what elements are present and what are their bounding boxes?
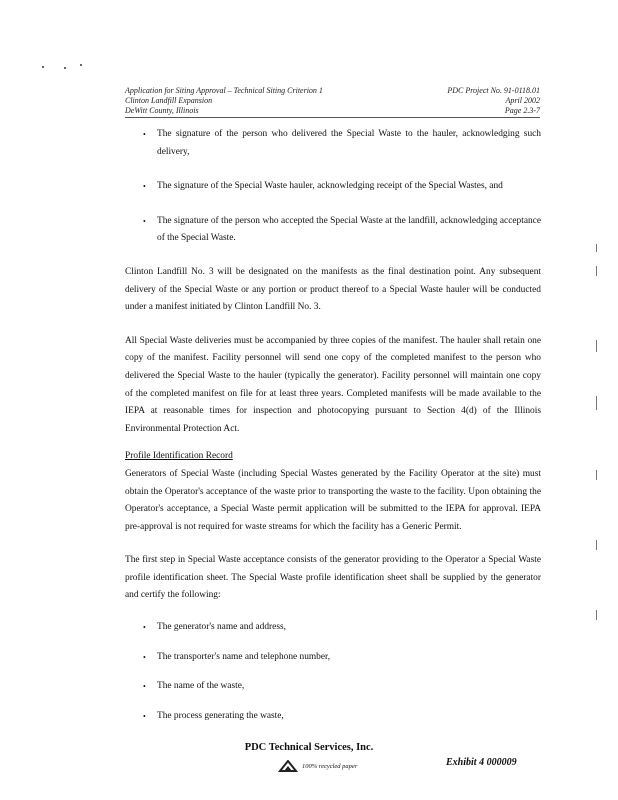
margin-mark [596, 340, 597, 352]
header-date: April 2002 [505, 96, 540, 105]
recycled-note [278, 760, 357, 772]
list-item [125, 708, 541, 726]
margin-mark [596, 244, 597, 252]
bullet-icon: • [143, 216, 146, 226]
recycle-icon [278, 760, 298, 772]
list-item [125, 213, 541, 248]
company-name: PDC Technical Services, Inc. [244, 742, 374, 753]
list-item [125, 126, 541, 161]
list-item-text: The process generating the waste, [157, 710, 284, 721]
list-item-text: The signature of the person who delivered the Special Waste to the hauler, acknowledging such delivery, [157, 129, 541, 157]
scan-speck [80, 64, 82, 66]
margin-mark [596, 610, 597, 620]
list-item-text: The transporter's name and telephone number, [157, 651, 331, 662]
header-right [447, 86, 540, 116]
header-rule [125, 117, 540, 118]
scan-speck [64, 67, 66, 69]
margin-mark [596, 266, 597, 276]
list-item-text: The name of the waste, [157, 681, 245, 692]
list-item-text: The signature of the Special Waste hauler, acknowledging receipt of the Special Wastes, and [157, 181, 503, 192]
header-page-number: Page 2.3-7 [504, 106, 540, 115]
header-application: Application for Siting Approval – Technical Siting Criterion 1 [125, 86, 323, 95]
bullet-icon: • [143, 682, 146, 692]
list-item [125, 649, 541, 667]
bullet-icon: • [143, 652, 146, 662]
list-item-text: The generator's name and address, [157, 622, 286, 633]
paragraph-generator-acceptance: Generators of Special Waste (including Special Wastes generated by the Facility Operator at the site) must obtain the Operator's acceptance of the waste prior to transporting the waste to the facility. Upon obtaining the Operator's acceptance, a Special Waste permit application will be submitted to the IEPA for approval. IEPA pre-approval is not required for waste streams for which the facility has a Generic Permit. [125, 468, 541, 532]
margin-mark [596, 540, 597, 550]
bullet-icon: • [143, 623, 146, 633]
margin-mark [596, 396, 597, 410]
list-item [125, 619, 541, 637]
paragraph-manifest-copies: All Special Waste deliveries must be accompanied by three copies of the manifest. The hauler shall retain one copy of the manifest. Facility personnel will send one copy of the completed manifest to the person who delivered the Special Waste to the hauler (typically the generator). Facility personnel will maintain one copy of the completed manifest on file for at least three years. Completed manifests will be made available to the IEPA at reasonable times for inspection and photocopying pursuant to Section 4(d) of the Illinois Environmental Protection Act. [125, 335, 541, 434]
exhibit-number: Exhibit 4 000009 [446, 757, 517, 768]
margin-mark [596, 470, 597, 480]
paragraph-profile-sheet: The first step in Special Waste acceptance consists of the generator providing to the Operator a Special Waste profile identification sheet. The Special Waste profile identification sheet shall be supplied by the generator and certify the following: [125, 555, 541, 601]
bullet-icon: • [143, 130, 146, 139]
header-left [125, 86, 323, 116]
list-item [125, 178, 541, 196]
header-county: DeWitt County, Illinois [125, 106, 199, 115]
recycled-text: 100% recycled paper [302, 762, 358, 770]
list-item-text: The signature of the person who accepted the Special Waste at the landfill, acknowledging acceptance of the Special Waste. [157, 215, 541, 244]
list-item [125, 678, 541, 696]
section-heading: Profile Identification Record [125, 451, 233, 462]
paragraph-destination: Clinton Landfill No. 3 will be designated on the manifests as the final destination point. Any subsequent delivery of the Special Waste or any portion or product thereof to a Special Waste hauler will be conducted under a manifest initiated by Clinton Landfill No. 3. [125, 266, 541, 313]
header-project: Clinton Landfill Expansion [125, 96, 213, 105]
scan-speck [42, 66, 44, 68]
bullet-icon: • [143, 711, 146, 721]
bullet-icon: • [143, 182, 146, 192]
header-project-number: PDC Project No. 91-0118.01 [447, 86, 540, 95]
document-body [125, 120, 541, 725]
